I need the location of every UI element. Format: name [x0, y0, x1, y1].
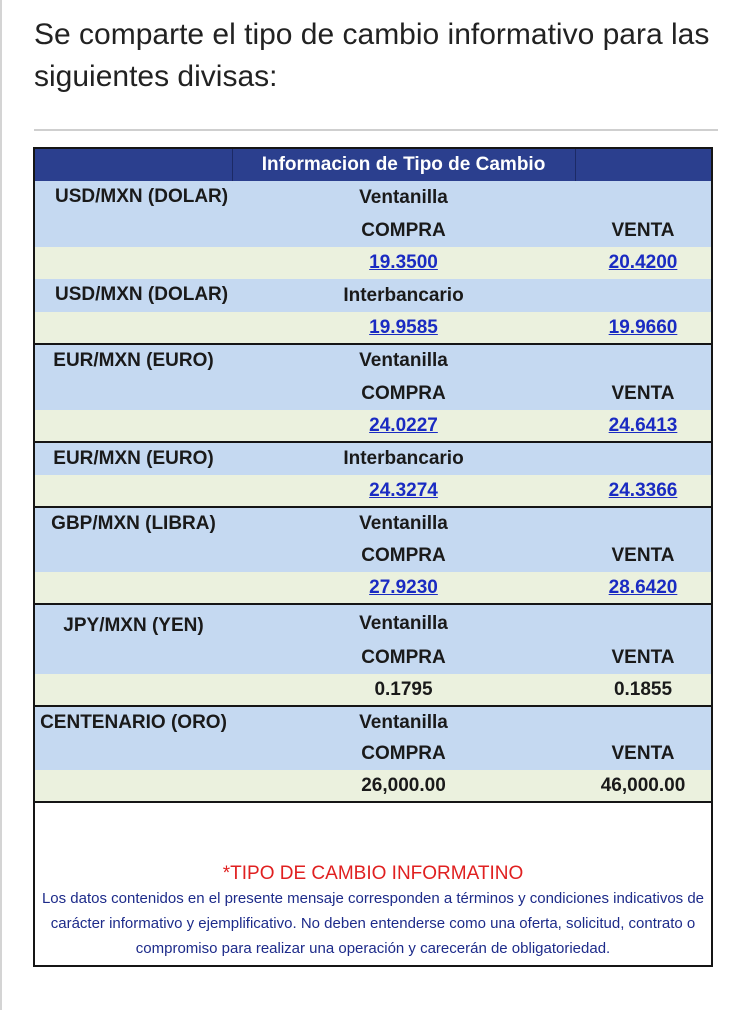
venta-value: 46,000.00: [575, 770, 712, 802]
venta-value-link[interactable]: 28.6420: [608, 576, 678, 598]
rate-block-gbp-ventanilla: [34, 507, 712, 540]
compra-value-link[interactable]: 19.9585: [369, 316, 438, 338]
venta-value: 0.1855: [575, 674, 712, 706]
blank-cell: [575, 507, 712, 540]
venta-header: VENTA: [575, 214, 712, 247]
price-row: [34, 572, 712, 604]
rate-block-usd-ventanilla: [34, 181, 712, 214]
rate-block-usd-interbancario: [34, 279, 712, 312]
blank-cell: [34, 770, 232, 802]
venta-header: VENTA: [575, 540, 712, 572]
venta-header: VENTA: [575, 738, 712, 770]
currency-label: JPY/MXN (YEN): [34, 604, 232, 674]
currency-label: CENTENARIO (ORO): [34, 706, 232, 770]
currency-label: GBP/MXN (LIBRA): [34, 507, 232, 572]
compra-header: COMPRA: [232, 377, 575, 410]
rate-type: Ventanilla: [232, 604, 575, 642]
blank-cell: [575, 344, 712, 377]
rate-type: Interbancario: [232, 442, 575, 475]
divider: [34, 129, 718, 131]
notice-text: Los datos contenidos en el presente mensaje corresponden a términos y condiciones indicativos de carácter informativo y ejemplificativo. No deben entenderse como una oferta, solicitud, contrato o compromiso para realizar una operación y carecerán de obligatoriedad.: [41, 890, 705, 957]
blank-cell: [34, 674, 232, 706]
currency-label: USD/MXN (DOLAR): [34, 181, 232, 247]
price-row: [34, 410, 712, 442]
notice-title: *TIPO DE CAMBIO INFORMATINO: [222, 863, 524, 884]
venta-value-link[interactable]: 19.9660: [608, 316, 678, 338]
price-row: [34, 475, 712, 507]
compra-value: 0.1795: [232, 674, 575, 706]
page-left-border: [0, 0, 2, 1010]
rate-type: Ventanilla: [232, 181, 575, 214]
blank-cell: [34, 475, 232, 507]
notice-row: [34, 802, 712, 966]
compra-header: COMPRA: [232, 540, 575, 572]
table-header-row: [34, 148, 712, 181]
compra-header: COMPRA: [232, 214, 575, 247]
venta-header: VENTA: [575, 377, 712, 410]
rate-type: Ventanilla: [232, 344, 575, 377]
blank-cell: [34, 312, 232, 344]
rate-block-eur-ventanilla: [34, 344, 712, 377]
currency-label: EUR/MXN (EURO): [34, 442, 232, 475]
compra-value: 26,000.00: [232, 770, 575, 802]
compra-value-link[interactable]: 24.0227: [369, 414, 438, 436]
venta-value-link[interactable]: 24.3366: [608, 479, 678, 501]
table-title: Informacion de Tipo de Cambio: [232, 148, 575, 181]
blank-cell: [575, 279, 712, 312]
blank-cell: [34, 410, 232, 442]
exchange-rate-table: [33, 147, 713, 967]
notice-cell: [34, 802, 712, 966]
compra-value-link[interactable]: 24.3274: [369, 479, 438, 501]
blank-cell: [575, 604, 712, 642]
blank-cell: [575, 181, 712, 214]
blank-cell: [34, 572, 232, 604]
compra-value-link[interactable]: 19.3500: [369, 252, 438, 273]
rate-block-jpy-ventanilla: [34, 604, 712, 642]
rate-type: Interbancario: [232, 279, 575, 312]
compra-header: COMPRA: [232, 738, 575, 770]
price-row: [34, 770, 712, 802]
price-row: [34, 312, 712, 344]
price-row: [34, 247, 712, 279]
rate-type: Ventanilla: [232, 507, 575, 540]
compra-header: COMPRA: [232, 642, 575, 674]
compra-value-link[interactable]: 27.9230: [369, 576, 438, 598]
venta-value-link[interactable]: 24.6413: [608, 414, 678, 436]
blank-cell: [575, 442, 712, 475]
blank-cell: [575, 706, 712, 738]
currency-label: EUR/MXN (EURO): [34, 344, 232, 410]
venta-value-link[interactable]: 20.4200: [608, 252, 678, 273]
venta-header: VENTA: [575, 642, 712, 674]
header-blank-left: [34, 148, 232, 181]
rate-block-eur-interbancario: [34, 442, 712, 475]
rate-type: Ventanilla: [232, 706, 575, 738]
price-row: [34, 674, 712, 706]
intro-text: Se comparte el tipo de cambio informativo para las siguientes divisas:: [34, 18, 710, 93]
blank-cell: [34, 247, 232, 279]
header-blank-right: [575, 148, 712, 181]
currency-label: USD/MXN (DOLAR): [34, 279, 232, 312]
rate-block-centenario-ventanilla: [34, 706, 712, 738]
